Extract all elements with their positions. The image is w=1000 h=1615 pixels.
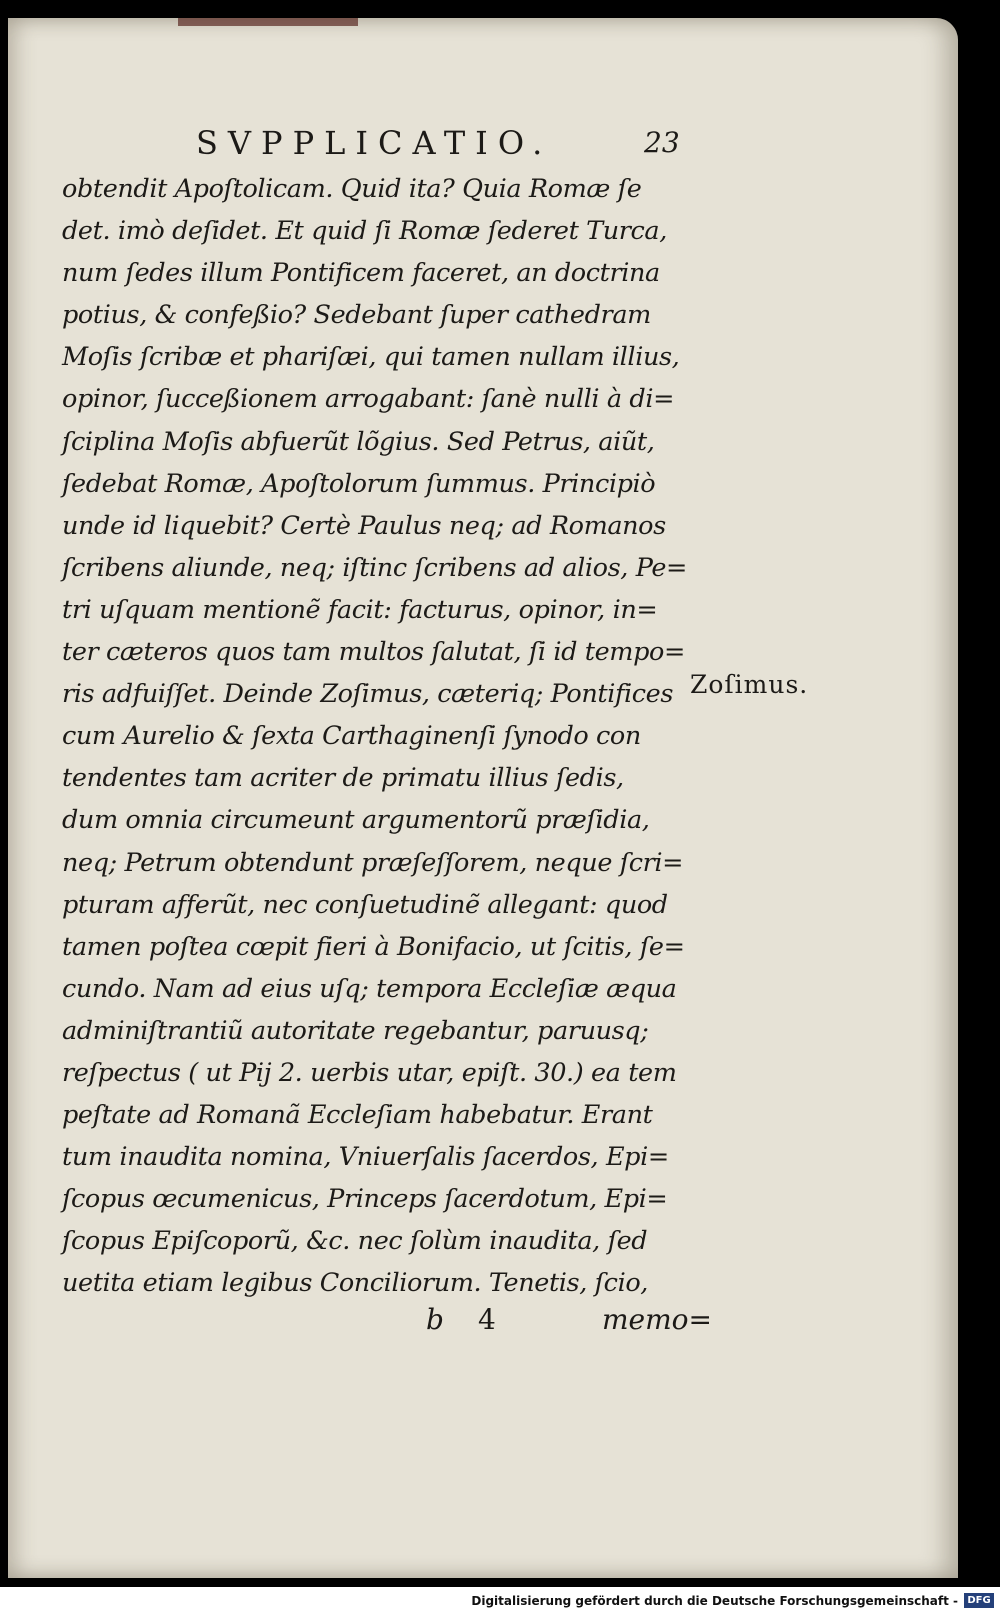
text-line: ſcribens aliunde, neq; iſtinc ſcribens ad alios, Pe= <box>62 552 687 583</box>
text-line: neq; Petrum obtendunt præſeſſorem, neque ſcri= <box>62 847 684 878</box>
text-line: ter cæteros quos tam multos ſalutat, ſi id tempo= <box>62 637 685 668</box>
text-line: num ſedes illum Pontificem faceret, an doctrina <box>62 258 660 289</box>
text-line: det. imò deſidet. Et quid ſi Romæ ſederet Turca, <box>62 216 667 247</box>
credit-text: Digitalisierung gefördert durch die Deutsche Forschungsgemeinschaft - <box>471 1594 958 1608</box>
page-number: 23 <box>644 126 680 159</box>
text-line: uetita etiam legibus Conciliorum. Tenetis, ſcio, <box>62 1268 648 1299</box>
text-line: unde id liquebit? Certè Paulus neq; ad Romanos <box>62 510 666 541</box>
text-line: tum inaudita nomina, Vniuerſalis ſacerdos, Epi= <box>62 1142 669 1173</box>
credit-bar <box>0 1587 1000 1615</box>
text-line: cundo. Nam ad eius uſq; tempora Eccleſiæ æqua <box>62 973 677 1004</box>
text-line: cum Aurelio & ſexta Carthaginenſi ſynodo con <box>62 721 641 752</box>
text-line: dum omnia circumeunt argumentorũ præſidia, <box>62 805 650 836</box>
text-line: ſcopus Epiſcoporũ, &c. nec ſolùm inaudita, ſed <box>62 1226 648 1257</box>
text-line: ſedebat Romæ, Apoſtolorum ſummus. Principiò <box>62 468 656 499</box>
text-line: peſtate ad Romanã Eccleſiam habebatur. Erant <box>62 1100 653 1131</box>
signature-mark: b <box>426 1303 444 1336</box>
text-line: Moſis ſcribæ et phariſæi, qui tamen nullam illius, <box>62 342 680 373</box>
catchword: memo= <box>602 1303 712 1336</box>
text-line: ſcopus œcumenicus, Princeps ſacerdotum, Epi= <box>62 1184 668 1215</box>
text-line: tri uſquam mentionẽ facit: facturus, opinor, in= <box>62 594 658 625</box>
text-line: pturam afferũt, nec conſuetudinẽ allegant: quod <box>62 889 668 920</box>
text-line: tendentes tam acriter de primatu illius ſedis, <box>62 763 624 794</box>
body-text <box>62 168 702 1305</box>
text-line: opinor, ſucceßionem arrogabant: ſanè nulli à di= <box>62 384 675 415</box>
binding-stain <box>178 18 358 26</box>
text-line: tamen poſtea cœpit fieri à Bonifacio, ut ſcitis, ſe= <box>62 931 685 962</box>
book-page <box>8 18 958 1578</box>
running-head: SVPPLICATIO. <box>196 124 553 162</box>
text-line: adminiſtrantiũ autoritate regebantur, paruusq; <box>62 1015 649 1046</box>
text-line: ſciplina Moſis abfuerũt lõgius. Sed Petrus, aiũt, <box>62 426 655 457</box>
text-line: ris adfuiſſet. Deinde Zoſimus, cæteriq; Pontifices <box>62 679 674 710</box>
dfg-logo: DFG <box>964 1593 994 1608</box>
text-line: obtendit Apoſtolicam. Quid ita? Quia Romæ ſe <box>62 174 642 204</box>
signature-number: 4 <box>478 1303 496 1336</box>
text-line: reſpectus ( ut Pij 2. uerbis utar, epiſt. 30.) ea tem <box>62 1057 677 1088</box>
text-line: potius, & confeßio? Sedebant ſuper cathedram <box>62 300 651 331</box>
marginal-note: Zoſimus. <box>690 670 809 699</box>
